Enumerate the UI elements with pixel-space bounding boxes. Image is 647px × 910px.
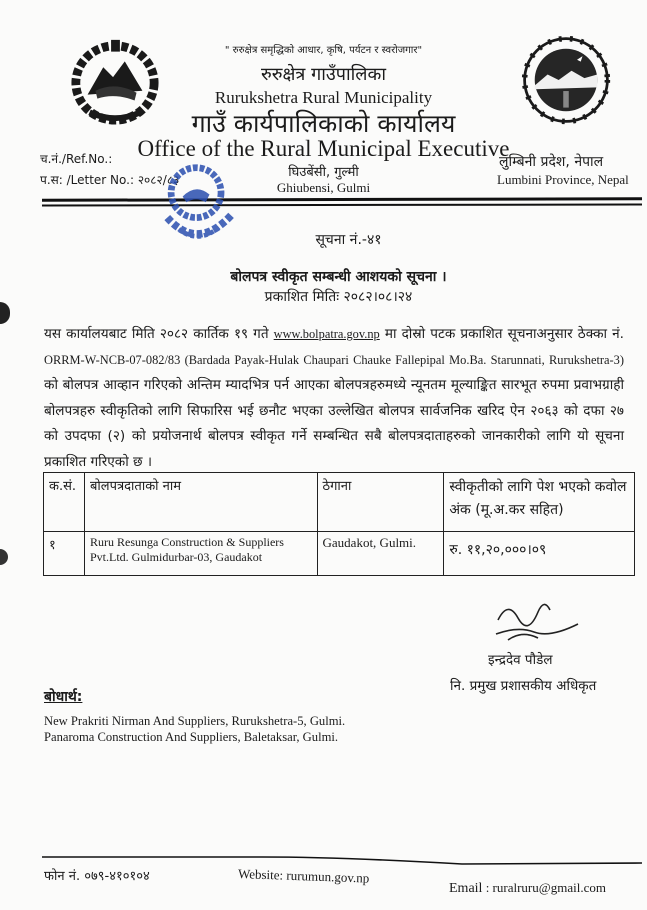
cell-serial: १ [44, 532, 85, 576]
notice-number: सूचना नं.-४१ [315, 232, 382, 248]
body-text: को बोलपत्र आव्हान गरिएको अन्तिम म्यादभित्र पर्न आएका बोलपत्रहरुमध्ये न्यूनतम मूल्याङ्कित सारभूत रुपमा प्रवाभग्राही बोलपत्रहरु स्वीकृतिको लागि सिफारिस भई छनौट भएका उल्लेखित बोलपत्र सार्वजनिक खरिद ऐन २०६३ को दफा २७ को उपदफा (२) को प्रयोजनार्थ बोलपत्र स्वीकृत गर्ने सम्बन्धित सबै बोलपत्रदाताहरुको जानकारीको लागि यो सूचना प्रकाशित गरिएको छ । [44, 377, 624, 470]
body-text: यस कार्यालयबाट मिति २०८२ कार्तिक १९ गते [44, 326, 274, 342]
municipality-name-nepali: रुरुक्षेत्र गाउँपालिका [261, 64, 386, 85]
letter-number-label: प.स: /Letter No.: २०८२/८३ [40, 173, 180, 187]
cc-item: New Prakriti Nirman And Suppliers, Rurukshetra-5, Gulmi. [44, 714, 346, 728]
email-label: Email [449, 881, 483, 896]
signer-name: इन्द्रदेव पौडेल [488, 652, 553, 668]
ref-number-label: च.नं./Ref.No.: [40, 152, 113, 166]
cell-address: Gaudakot, Gulmi. [317, 532, 444, 576]
published-date: प्रकाशित मितिः २०८२।०८।२४ [264, 289, 413, 305]
notice-subject: बोलपत्र स्वीकृत सम्बन्धी आशयको सूचना । [230, 269, 447, 285]
bolpatra-link[interactable]: www.bolpatra.gov.np [273, 327, 380, 341]
municipality-name-english: Rurukshetra Rural Municipality [214, 88, 433, 107]
address-nepali: घिउबेंसी, गुल्मी [288, 165, 359, 180]
body-text: मा दोस्रो पटक प्रकाशित सूचनाअनुसार ठेक्का नं. [379, 326, 625, 342]
cc-list [44, 713, 345, 745]
table-header-row [44, 473, 635, 532]
footer-divider [42, 851, 642, 865]
email-address: : ruralruru@gmail.com [482, 880, 606, 895]
address-english: Ghiubensi, Gulmi [276, 180, 371, 195]
office-name-english: Office of the Rural Municipal Executive [137, 136, 510, 161]
header-bidder-name: बोलपत्रदाताको नाम [84, 473, 317, 532]
cc-title: बोधार्थ: [44, 689, 83, 705]
contract-number: ORRM-W-NCB-07-082/83 (Bardada Payak-Hulak Chaupari Chauke Fallepipal Mo.Ba. Starunnati, Rurukshetra-3) [44, 352, 624, 367]
website[interactable]: Website: rurumun.gov.np [237, 866, 370, 886]
phone-number: फोन नं. ०७९-४१०१०४ [44, 869, 150, 884]
office-name-nepali: गाउँ कार्यपालिकाको कार्यालय [191, 109, 456, 138]
cell-bidder-name: Ruru Resunga Construction & Suppliers Pvt.Ltd. Gulmidurbar-03, Gaudakot [84, 532, 317, 576]
signature-icon [478, 590, 588, 650]
header-serial: क.सं. [44, 473, 85, 532]
signer-designation: नि. प्रमुख प्रशासकीय अधिकृत [450, 678, 597, 694]
cell-bid-amount: रु. ११,२०,०००।०९ [444, 532, 635, 576]
table-row [44, 532, 635, 576]
header-divider [42, 197, 642, 202]
header-bid-amount: स्वीकृतीको लागि पेश भएको कवोल अंक (मू.अ.कर सहित) [444, 473, 635, 532]
notice-body [44, 322, 624, 475]
punch-hole [0, 549, 8, 565]
cc-item: Panaroma Construction And Suppliers, Baletaksar, Gulmi. [44, 730, 339, 744]
province-english: Lumbini Province, Nepal [497, 172, 629, 187]
email[interactable] [449, 880, 606, 897]
motto: " रुरुक्षेत्र समृद्धिको आधार, कृषि, पर्यटन र स्वरोजगार" [224, 45, 423, 56]
header-address: ठेगाना [317, 473, 444, 532]
bidder-table [43, 472, 635, 576]
header-divider-thin [42, 203, 642, 206]
province-nepali: लुम्बिनी प्रदेश, नेपाल [499, 154, 604, 170]
